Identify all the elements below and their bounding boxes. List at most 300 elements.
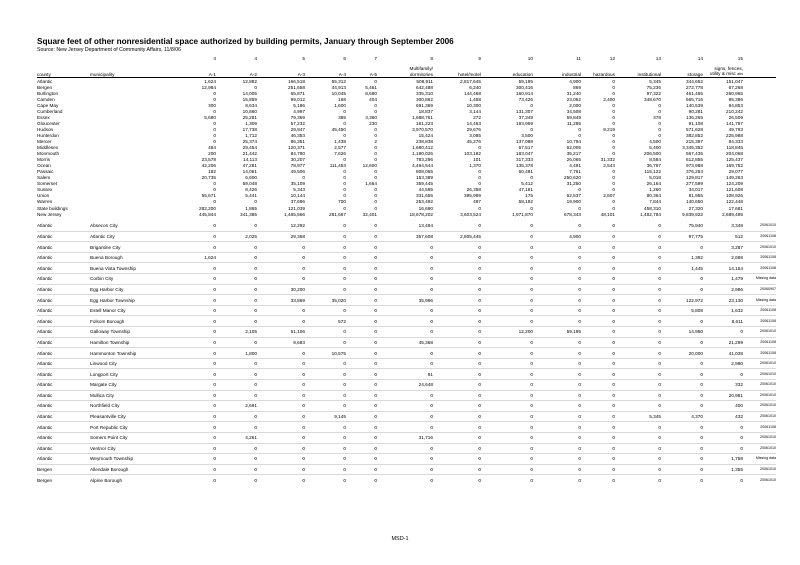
table-cell: 251,658 [288, 84, 305, 90]
table-cell: 0 [216, 411, 257, 422]
table-cell: 0 [661, 454, 703, 465]
table-cell: 0 [615, 327, 661, 338]
table-cell: 0 [581, 242, 615, 253]
table-cell: 6,600 [245, 175, 257, 181]
county-name: Monmouth [37, 151, 60, 157]
table-cell: 0 [481, 284, 533, 295]
table-cell: 131,307 [516, 108, 533, 114]
table-cell: 0 [374, 187, 377, 193]
table-cell: 15,859 [242, 96, 257, 102]
county-name: Hunterdon [37, 132, 59, 138]
table-cell: 0 [377, 401, 433, 412]
table-cell: 0 [257, 422, 305, 433]
update-date: 20061010 [743, 464, 776, 475]
table-cell: 0 [661, 316, 703, 327]
table-cell: 0 [612, 145, 615, 151]
table-cell: 149,263 [726, 175, 743, 181]
table-cell: 0 [343, 108, 346, 114]
table-cell: 357,608 [377, 231, 433, 242]
table-cell: 0 [257, 263, 305, 274]
table-cell: 0 [612, 199, 615, 205]
table-cell: 78,977 [290, 163, 305, 169]
table-cell: 0 [533, 263, 581, 274]
table-cell: 135,378 [516, 163, 533, 169]
update-date: 20061010 [743, 369, 776, 380]
table-cell: 359,445 [416, 181, 433, 187]
table-cell: 0 [172, 411, 216, 422]
table-cell: 0 [433, 263, 481, 274]
table-cell: 0 [213, 132, 216, 138]
table-cell: 47,181 [518, 187, 533, 193]
table-cell: 225,988 [726, 132, 743, 138]
table-cell: 0 [433, 284, 481, 295]
table-cell: 4,261 [216, 432, 257, 443]
municipality-name: Atlantic City [90, 231, 172, 242]
county-name: Atlantic [37, 305, 90, 316]
table-cell: 0 [615, 305, 661, 316]
update-date: 20061108 [743, 305, 776, 316]
table-cell: 0 [172, 379, 216, 390]
table-cell: 0 [172, 295, 216, 306]
municipality-row [37, 475, 776, 485]
table-cell: 0 [615, 358, 661, 369]
table-cell: 0 [433, 316, 481, 327]
table-cell: 168 [338, 96, 346, 102]
table-cell: 0 [172, 316, 216, 327]
table-cell: 0 [533, 369, 581, 380]
table-cell: 0 [377, 242, 433, 253]
table-cell: 18,837 [418, 108, 433, 114]
table-cell: 0 [257, 316, 305, 327]
table-cell: 0 [172, 358, 216, 369]
table-cell: 0 [305, 390, 346, 401]
table-cell: 0 [481, 411, 533, 422]
header-industrial: industrial [533, 71, 581, 78]
table-cell: 29,368 [257, 231, 305, 242]
municipality-row [37, 464, 776, 475]
table-cell: 0 [305, 305, 346, 316]
table-cell: 0 [481, 475, 533, 485]
county-name: Salem [37, 175, 51, 181]
header-a1: A-1 [172, 71, 216, 78]
table-cell: 0 [533, 337, 581, 348]
table-cell: 140,650 [686, 199, 703, 205]
table-cell: 0 [302, 175, 305, 181]
table-cell: 55,671 [201, 193, 216, 199]
table-cell: 0 [216, 263, 257, 274]
municipality-name: Brigantine City [90, 242, 172, 253]
table-cell: 0 [172, 454, 216, 465]
table-cell: 250,620 [564, 175, 581, 181]
municipality-row [37, 305, 776, 316]
table-cell: 0 [433, 305, 481, 316]
table-cell: 445,844 [199, 211, 216, 217]
table-cell: 0 [433, 274, 481, 285]
table-cell: 0 [481, 295, 533, 306]
table-cell: 55,312 [331, 78, 346, 84]
table-cell: 0 [374, 78, 377, 84]
table-cell: 9,145 [305, 411, 346, 422]
header-storage: storage [661, 71, 703, 78]
table-cell: 193,959 [516, 120, 533, 126]
table-cell: 17,738 [242, 126, 257, 132]
table-cell: 0 [305, 263, 346, 274]
column-number: 11 [576, 56, 581, 61]
table-cell: 5,400 [649, 145, 661, 151]
column-number: 10 [527, 56, 533, 61]
table-cell: 91,108 [688, 120, 703, 126]
table-cell: 15,424 [418, 132, 433, 138]
table-cell: 101 [473, 157, 481, 163]
table-cell: 512 [703, 231, 743, 242]
table-cell: 808,065 [416, 169, 433, 175]
table-cell: 238,838 [416, 138, 433, 144]
table-cell: 0 [374, 223, 377, 229]
table-cell: 378 [653, 114, 661, 120]
table-cell: 35,109 [290, 181, 305, 187]
municipality-row [37, 295, 776, 306]
county-name: Atlantic [37, 379, 90, 390]
table-cell: 0 [612, 132, 615, 138]
table-cell: 0 [377, 327, 433, 338]
table-cell: 0 [172, 231, 216, 242]
update-date: 20061010 [743, 401, 776, 412]
table-cell: 7,626 [334, 151, 346, 157]
table-cell: 4,370 [661, 411, 703, 422]
table-cell: 29,847 [290, 126, 305, 132]
table-cell: 0 [305, 337, 346, 348]
table-cell: 1,370 [469, 163, 481, 169]
table-cell: 0 [433, 422, 481, 433]
table-cell: 0 [533, 411, 581, 422]
county-name: Atlantic [37, 263, 90, 274]
header-utility-misc-label: utility & misc [709, 71, 736, 76]
table-cell: 0 [213, 108, 216, 114]
table-cell: 0 [343, 169, 346, 175]
table-cell: 0 [377, 284, 433, 295]
table-cell: 0 [374, 126, 377, 132]
table-cell: 0 [481, 443, 533, 454]
table-cell: 10,794 [566, 138, 581, 144]
table-cell: 86,351 [290, 138, 305, 144]
table-cell: 1,482,784 [640, 211, 661, 217]
table-cell: 572 [305, 316, 346, 327]
county-name: Middlesex [37, 145, 59, 151]
table-cell: 99,012 [290, 96, 305, 102]
table-cell: 4,494,544 [412, 163, 433, 169]
table-cell: 90,281 [688, 108, 703, 114]
table-cell: 21,299 [703, 337, 743, 348]
update-date: 20061108 [743, 252, 776, 263]
table-cell: 31,240 [566, 90, 581, 96]
table-cell: 0 [254, 84, 257, 90]
table-cell: 0 [172, 274, 216, 285]
county-name: Essex [37, 114, 50, 120]
table-cell: 175 [525, 193, 533, 199]
table-cell: 0 [533, 316, 581, 327]
table-cell: 0 [661, 284, 703, 295]
table-cell: 0 [433, 242, 481, 253]
table-cell: 0 [612, 120, 615, 126]
table-cell: 1,971,870 [512, 211, 533, 217]
table-cell: 160,914 [516, 90, 533, 96]
table-cell: 0 [257, 358, 305, 369]
table-cell: 0 [615, 443, 661, 454]
municipality-row [37, 263, 776, 274]
table-cell: 0 [581, 305, 615, 316]
table-cell: 0 [661, 422, 703, 433]
table-cell: 35,020 [305, 295, 346, 306]
table-cell: 0 [305, 242, 346, 253]
table-cell: 0 [213, 120, 216, 126]
table-cell: 0 [343, 132, 346, 138]
table-cell: 0 [257, 379, 305, 390]
table-cell: 0 [481, 242, 533, 253]
municipality-name: Estell Manor City [90, 305, 172, 316]
table-cell: 0 [346, 401, 377, 412]
table-cell: 0 [216, 295, 257, 306]
table-cell: 0 [254, 199, 257, 205]
table-cell: 0 [661, 432, 703, 443]
table-cell: 215,397 [686, 138, 703, 144]
table-cell: 42,206 [201, 163, 216, 169]
table-cell: 0 [530, 102, 533, 108]
municipality-name: Galloway Township [90, 327, 172, 338]
table-cell: 0 [478, 169, 481, 175]
table-cell: 0 [346, 422, 377, 433]
table-cell: 0 [661, 390, 703, 401]
table-cell: 432 [703, 411, 743, 422]
municipality-row [37, 274, 776, 285]
table-cell: 0 [615, 242, 661, 253]
table-cell: 0 [216, 390, 257, 401]
table-cell: 10,575 [305, 348, 346, 359]
table-cell: 35,996 [377, 295, 433, 306]
table-cell: 0 [481, 358, 533, 369]
table-cell: 0 [481, 401, 533, 412]
table-cell: 124,209 [726, 181, 743, 187]
municipality-row [37, 316, 776, 327]
table-cell: 0 [433, 337, 481, 348]
table-cell: 12,984 [201, 84, 216, 90]
county-name: Sussex [37, 187, 53, 193]
county-name: Atlantic [37, 443, 90, 454]
table-cell: 3,144 [469, 108, 481, 114]
table-cell: 0 [346, 284, 377, 295]
table-cell: 0 [433, 454, 481, 465]
county-name: Atlantic [37, 348, 90, 359]
table-cell: 0 [346, 464, 377, 475]
table-cell: 0 [305, 401, 346, 412]
table-cell: 0 [481, 390, 533, 401]
table-cell: 0 [346, 379, 377, 390]
table-cell: 0 [481, 379, 533, 390]
table-cell: 0 [581, 422, 615, 433]
municipality-name: Allendale Borough [90, 464, 172, 475]
table-cell: 484 [208, 145, 216, 151]
update-date: 20061010 [743, 242, 776, 253]
table-cell: 0 [481, 305, 533, 316]
county-name: Atlantic [37, 252, 90, 263]
table-cell: 1,758 [703, 454, 743, 465]
county-name: Atlantic [37, 369, 90, 380]
table-cell: 2,607 [603, 193, 615, 199]
table-cell: 0 [346, 390, 377, 401]
table-cell: 0 [257, 401, 305, 412]
table-cell: 10,300 [466, 102, 481, 108]
table-cell: 0 [533, 242, 581, 253]
table-cell: 0 [661, 379, 703, 390]
table-cell: 0 [581, 411, 615, 422]
table-cell: 0 [615, 348, 661, 359]
table-cell: 0 [374, 205, 377, 211]
table-cell: 0 [478, 175, 481, 181]
table-cell: 4,900 [533, 231, 581, 242]
table-cell: 31,250 [566, 181, 581, 187]
table-cell: 0 [374, 132, 377, 138]
table-cell: 0 [481, 274, 533, 285]
table-cell: 0 [581, 358, 615, 369]
table-cell: 16,690 [418, 205, 433, 211]
table-cell: 0 [612, 108, 615, 114]
table-cell: 9,219 [603, 126, 615, 132]
table-cell: 1,180,026 [412, 151, 433, 157]
table-cell: 0 [612, 84, 615, 90]
table-cell: 0 [377, 252, 433, 263]
table-cell: 14,113 [243, 157, 257, 163]
county-name: Atlantic [37, 295, 90, 306]
table-cell: 0 [478, 181, 481, 187]
table-cell: 0 [581, 263, 615, 274]
table-cell: 0 [213, 90, 216, 96]
table-cell: 33,869 [257, 295, 305, 306]
table-cell: 497 [473, 199, 481, 205]
municipality-name: Mullica City [90, 390, 172, 401]
table-cell: 8,584 [649, 157, 661, 163]
table-cell: 0 [374, 102, 377, 108]
table-cell: 0 [374, 175, 377, 181]
table-cell: 0 [216, 358, 257, 369]
table-cell: 0 [533, 305, 581, 316]
table-cell: 2,986 [703, 284, 743, 295]
table-cell: 2,691 [216, 401, 257, 412]
table-cell: 0 [533, 475, 581, 485]
table-cell: 0 [172, 242, 216, 253]
table-cell: 5,186 [293, 102, 305, 108]
table-cell: 0 [346, 316, 377, 327]
table-cell: 1,680,412 [412, 145, 433, 151]
table-cell: 0 [481, 316, 533, 327]
table-cell: 0 [346, 242, 377, 253]
table-cell: 45,450 [331, 126, 346, 132]
update-date: 20060907 [743, 284, 776, 295]
table-cell: 0 [615, 390, 661, 401]
table-cell: 332 [703, 379, 743, 390]
municipality-name: Hamilton Township [90, 337, 172, 348]
table-cell: 0 [615, 454, 661, 465]
table-cell: 0 [533, 252, 581, 263]
table-cell: 0 [533, 284, 581, 295]
table-cell: 508,911 [416, 78, 433, 84]
table-cell: 5,345 [649, 78, 661, 84]
table-cell: 36,767 [646, 163, 661, 169]
county-name: Cape May [37, 102, 59, 108]
table-cell: 0 [615, 432, 661, 443]
table-cell: 0 [305, 327, 346, 338]
table-cell: 0 [581, 443, 615, 454]
table-cell: 0 [216, 443, 257, 454]
county-name: Atlantic [37, 358, 90, 369]
table-cell: 0 [374, 193, 377, 199]
update-date: 20061010 [743, 358, 776, 369]
table-cell: 0 [257, 348, 305, 359]
header-row-1 [37, 64, 776, 71]
table-cell: 67,517 [518, 145, 533, 151]
table-cell: 6,240 [469, 84, 481, 90]
table-cell: 0 [615, 316, 661, 327]
table-cell: 0 [213, 138, 216, 144]
table-cell: 0 [216, 475, 257, 485]
table-cell: 7,761 [569, 169, 581, 175]
table-cell: 1,445 [661, 263, 703, 274]
table-cell: 461,465 [686, 90, 703, 96]
table-cell: 4,500 [649, 138, 661, 144]
county-name: Atlantic [37, 223, 53, 229]
table-cell: 0 [305, 252, 346, 263]
table-cell: 0 [213, 96, 216, 102]
table-cell: 0 [305, 274, 346, 285]
table-cell: 1,800 [216, 348, 257, 359]
table-cell: 0 [346, 337, 377, 348]
table-cell: 0 [478, 223, 481, 229]
table-cell: 0 [581, 327, 615, 338]
table-cell: 0 [615, 464, 661, 475]
table-cell: 0 [216, 284, 257, 295]
table-cell: 20,000 [661, 348, 703, 359]
table-cell: 0 [257, 475, 305, 485]
municipality-row [37, 358, 776, 369]
update-date: Missing data [743, 295, 776, 306]
table-cell: 26,358 [466, 187, 481, 193]
table-cell: 25,281 [242, 114, 257, 120]
county-name: Atlantic [37, 337, 90, 348]
table-cell: 0 [612, 175, 615, 181]
update-date: 20061108 [743, 316, 776, 327]
column-number: 3 [213, 56, 216, 61]
table-cell: 0 [172, 475, 216, 485]
table-cell: 0 [658, 126, 661, 132]
table-cell: 20,981 [703, 390, 743, 401]
table-cell: 0 [581, 369, 615, 380]
table-cell: 41,038 [703, 348, 743, 359]
table-cell: 678,343 [564, 211, 581, 217]
table-cell: 230 [369, 120, 377, 126]
header-utility-misc [703, 71, 743, 78]
table-cell: 2,980 [703, 358, 743, 369]
table-cell: 0 [581, 432, 615, 443]
table-cell: 1,260 [649, 187, 661, 193]
table-cell: 0 [481, 337, 533, 348]
table-cell: 1,600 [334, 102, 346, 108]
county-name: Atlantic [37, 454, 90, 465]
table-cell: 0 [343, 120, 346, 126]
update-date: 20061108 [743, 348, 776, 359]
table-cell: 35,217 [566, 151, 581, 157]
table-cell: 0 [257, 305, 305, 316]
table-cell: 59,048 [242, 181, 257, 187]
table-cell: 97,775 [661, 231, 703, 242]
table-cell: 59,195 [518, 78, 533, 84]
